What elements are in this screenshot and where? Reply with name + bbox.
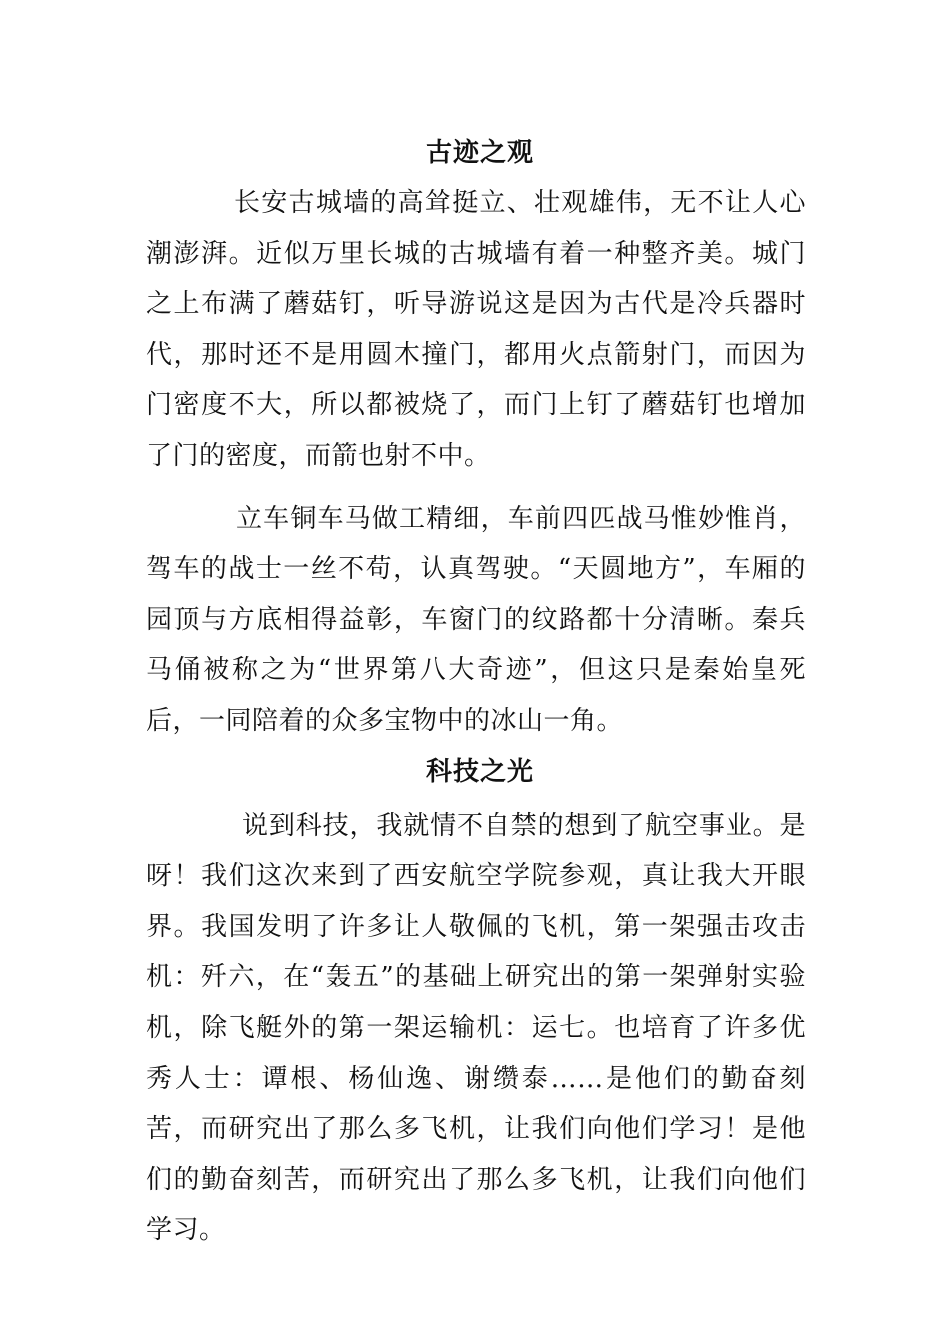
section-title-technology: 科技之光 — [425, 756, 534, 787]
section-title-ancient-sites: 古迹之观 — [425, 138, 534, 168]
document-page — [146, 128, 806, 1256]
paragraph-city-wall: 长安古城墙的高耸挺立、壮观雄伟，无不让人心潮澎湃。近似万里长城的古城墙有着一种整齐美。城门之上布满了蘑菇钉，听导游说这是因为古代是冷兵器时代，那时还不是用圆木撞门，都用火点箭射门，而因为门密度不大，所以都被烧了，而门上钉了蘑菇钉也增加了门的密度，而箭也射不中。 — [146, 188, 806, 471]
paragraph-bronze-chariot: 立车铜车马做工精细，车前四匹战马惟妙惟肖，驾车的战士一丝不苟，认真驾驶。“天圆地方”，车厢的园顶与方底相得益彰，车窗门的纹路都十分清晰。秦兵马俑被称之为“世界第八大奇迹”，但这只是秦始皇死后，一同陪着的众多宝物中的冰山一角。 — [146, 503, 806, 736]
paragraph-aviation: 说到科技，我就情不自禁的想到了航空事业。是呀！我们这次来到了西安航空学院参观，真让我大开眼界。我国发明了许多让人敬佩的飞机，第一架强击攻击机：歼六，在“轰五”的基础上研究出的第一架弹射实验机，除飞艇外的第一架运输机：运七。也培育了许多优秀人士：谭根、杨仙逸、谢缵泰……是他们的勤奋刻苦，而研究出了那么多飞机，让我们向他们学习！是他们的勤奋刻苦，而研究出了那么多飞机，让我们向他们学习。 — [146, 810, 806, 1246]
